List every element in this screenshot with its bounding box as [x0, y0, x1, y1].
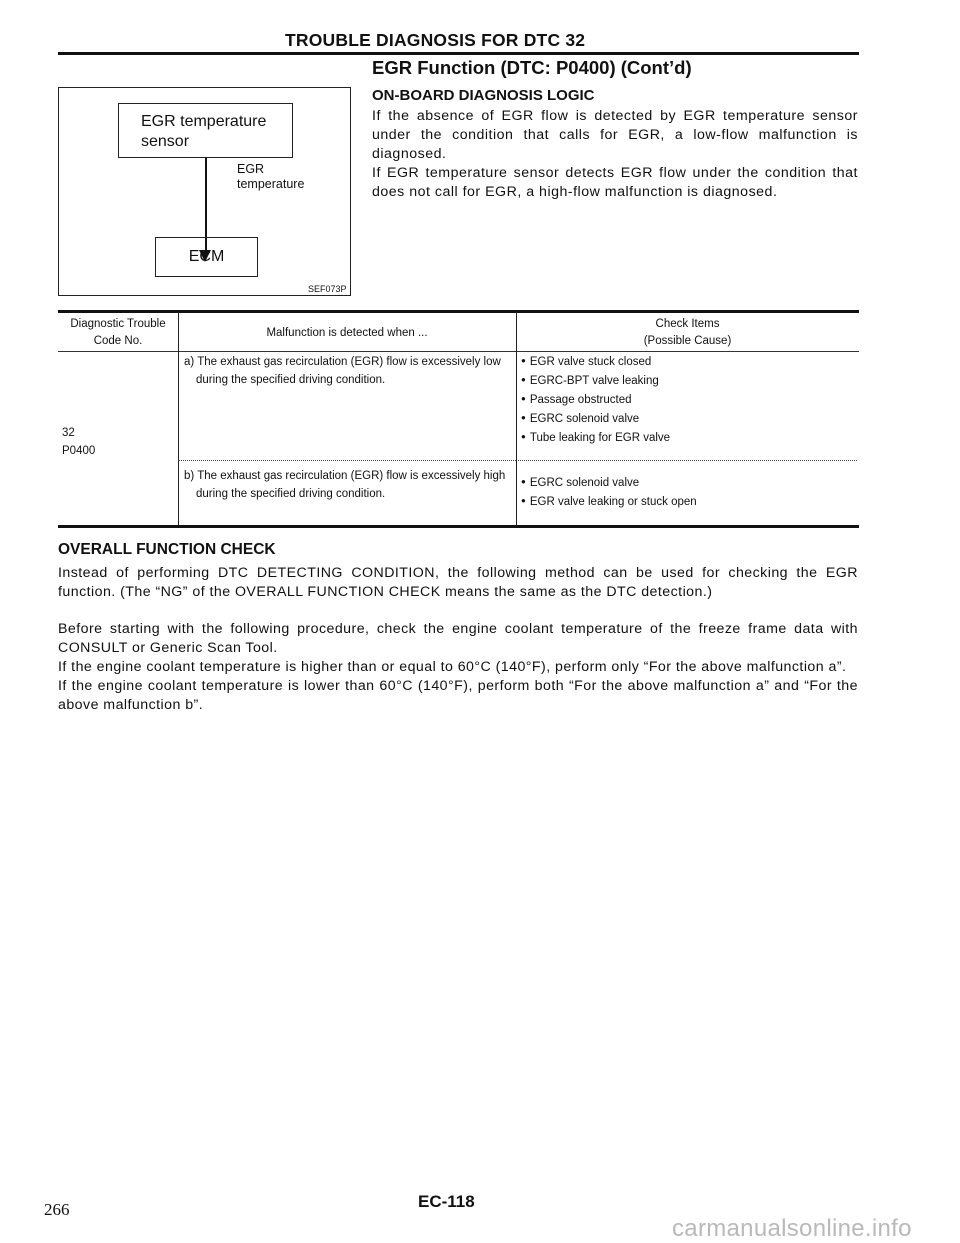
check-items-list-b — [521, 474, 697, 512]
dtc-code: 32 — [62, 427, 75, 439]
malfunction-condition-b: b) The exhaust gas recirculation (EGR) flow is excessively high during the specified driving condition. — [184, 470, 506, 500]
overall-check-paragraph: If the engine coolant temperature is higher than or equal to 60°C (140°F), perform only “For the above malfunction a”. — [58, 659, 847, 675]
check-items-list-a — [521, 353, 670, 448]
list-item: ● Passage obstructed — [521, 391, 670, 410]
overall-check-paragraph: Before starting with the following procedure, check the engine coolant temperature of the freeze frame data with CONSULT or Generic Scan Tool. — [58, 621, 858, 656]
table-column-divider — [178, 312, 179, 525]
paragraph-gap — [58, 602, 858, 620]
dtc-obd-code: P0400 — [62, 445, 96, 457]
table-cell-dtc — [62, 424, 95, 460]
diagram-box-ecm: ECM — [155, 237, 258, 277]
table-row — [184, 353, 516, 389]
section-subtitle: ON-BOARD DIAGNOSIS LOGIC — [372, 87, 595, 104]
page-code: EC-118 — [418, 1192, 475, 1211]
section-title: EGR Function (DTC: P0400) (Cont’d) — [372, 57, 692, 78]
table-row-divider — [518, 460, 857, 461]
list-item: ● EGRC-BPT valve leaking — [521, 372, 670, 391]
table-header-check-items — [516, 316, 859, 350]
list-item: ● Tube leaking for EGR valve — [521, 429, 670, 448]
figure-code: SEF073P — [308, 284, 347, 294]
list-item: ● EGRC solenoid valve — [521, 474, 697, 493]
overall-check-intro: Instead of performing DTC DETECTING CONDITION, the following method can be used for checking the EGR function. (The “NG” of the OVERALL FUNCTION CHECK means the same as the DTC detection.) — [58, 565, 858, 600]
diagnosis-logic-text — [372, 107, 858, 202]
diagram-signal-label — [237, 162, 304, 192]
overall-check-paragraph: If the engine coolant temperature is lower than 60°C (140°F), perform both “For the above malfunction a” and “For the above malfunction b”. — [58, 678, 858, 713]
table-header-dtc: Diagnostic Trouble Code No. — [70, 318, 166, 347]
table-row-divider — [178, 460, 516, 461]
diagram-signal-label-line1: EGR — [237, 162, 265, 176]
list-item: ● EGRC solenoid valve — [521, 410, 670, 429]
table-header-malfunction: Malfunction is detected when ... — [266, 327, 428, 339]
header-rule — [58, 52, 859, 55]
overall-check-title: OVERALL FUNCTION CHECK — [58, 541, 276, 558]
logic-paragraph: If the absence of EGR flow is detected by EGR temperature sensor under the condition that calls for EGR, a low-flow malfunction is diagnosed. — [372, 108, 858, 162]
list-item: ● EGR valve stuck closed — [521, 353, 670, 372]
table-header-check-line2: (Possible Cause) — [643, 335, 732, 347]
table-bottom-rule — [58, 525, 859, 528]
malfunction-condition-a: a) The exhaust gas recirculation (EGR) flow is excessively low during the specified driving condition. — [184, 356, 501, 386]
logic-paragraph: If EGR temperature sensor detects EGR flow under the condition that does not call for EGR, a high-flow malfunction is diagnosed. — [372, 165, 858, 200]
table-header-check-line1: Check Items — [655, 318, 720, 330]
diagram-box-egr-sensor: EGR temperature sensor — [118, 103, 293, 158]
table-row — [184, 467, 516, 503]
overall-check-text — [58, 564, 858, 715]
watermark: carmanualsonline.info — [672, 1215, 912, 1242]
diagram-signal-label-line2: temperature — [237, 177, 305, 191]
list-item: ● EGR valve leaking or stuck open — [521, 493, 697, 512]
page-number: 266 — [44, 1200, 70, 1219]
page-header-title: TROUBLE DIAGNOSIS FOR DTC 32 — [285, 30, 586, 50]
